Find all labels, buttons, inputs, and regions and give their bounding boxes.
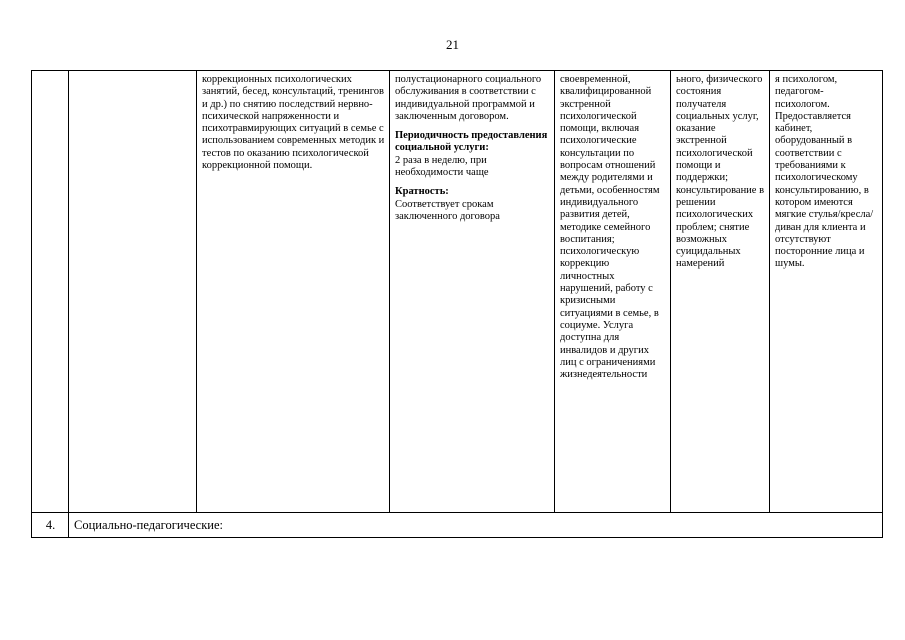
periodicity-value: 2 раза в неделю, при необходимости чаще (395, 154, 489, 179)
cell-service-description (197, 71, 390, 513)
cell-service-quality (671, 71, 770, 513)
cell-service-terms (390, 71, 555, 513)
service-volume-text: своевременной, квалифицированной экстренной психологической помощи, включая психологические консультации по вопросам отношений между родителями и детьми, особенностям индивидуального развития детей, методике семейного воспитания; психологическую коррекцию личностных нарушений, работу с кризисными ситуациями в семье, в социуме. Услуга доступна для инвалидов и других лиц с ограничениями жизнедеятельности (560, 74, 660, 381)
cell-service-conditions (770, 71, 883, 513)
periodicity-label: Периодичность предоставления социальной услуги: (395, 130, 548, 154)
frequency-label: Кратность: (395, 186, 449, 198)
table-row (32, 71, 883, 513)
cell-service-name (69, 71, 197, 513)
service-description-text: коррекционных психологических занятий, бесед, консультаций, тренингов и др.) по снятию последствий нервно-психической напряженности и психотравмирующих ситуаций в семье с использованием современных методик и тестов по оказанию психологической коррекционной помощи. (202, 74, 385, 172)
section-title: Социально-педагогические: (69, 513, 883, 538)
services-table (31, 70, 883, 538)
cell-service-volume (555, 71, 671, 513)
table-section-row (32, 513, 883, 538)
section-number: 4. (32, 513, 69, 538)
page-number: 21 (446, 37, 459, 52)
frequency-value: Соответствует срокам заключенного договора (395, 198, 500, 222)
service-conditions-text: я психологом, педагогом-психологом. Предоставляется кабинет, оборудованный в соответствии с требованиями к психологическому консультированию, в котором имеются мягкие стулья/кресла/диван для клиента и отсутствуют посторонние лица и шумы. (775, 74, 874, 270)
service-quality-text: ьного, физического состояния получателя социальных услуг, оказание экстренной психологической помощи и поддержки; консультирование в решении психологических проблем; снятие возможных суицидальных намерений (676, 74, 765, 270)
cell-number (32, 71, 69, 513)
terms-intro: полустационарного социального обслуживания в соответствии с индивидуальной программой и заключенным договором. (395, 74, 542, 122)
